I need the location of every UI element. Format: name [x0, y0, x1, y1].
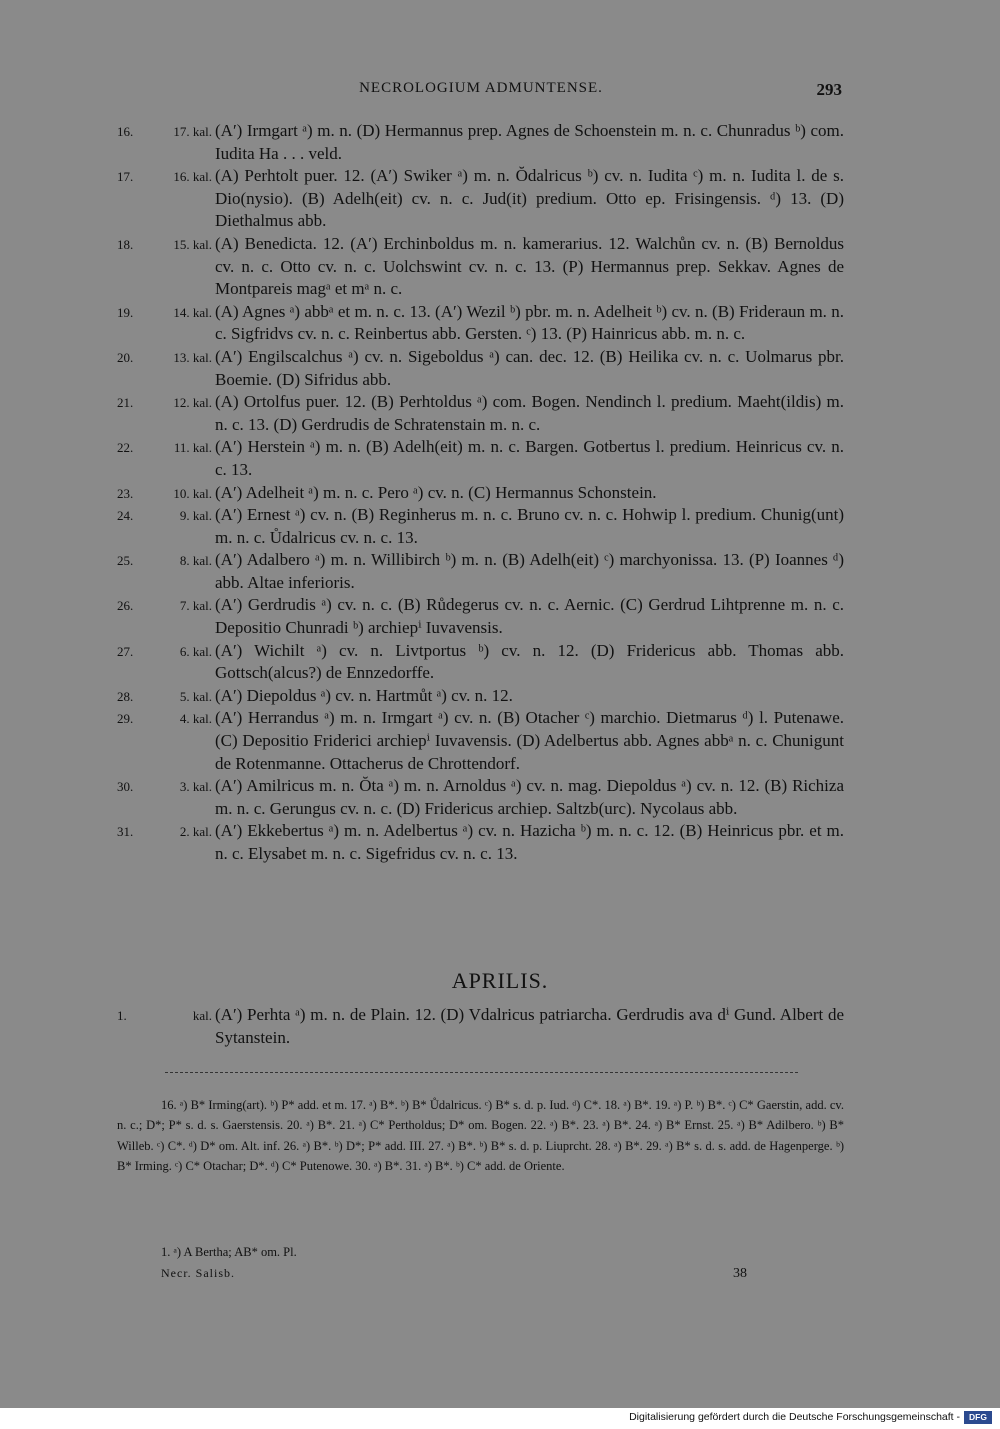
necrology-entry — [117, 707, 844, 775]
footnotes — [117, 1095, 844, 1177]
entry-kal: 3. kal. — [179, 779, 212, 795]
necrology-entry — [117, 436, 844, 481]
footnote-divider — [165, 1072, 798, 1073]
necrology-entry — [117, 391, 844, 436]
running-title: NECROLOGIUM ADMUNTENSE. — [359, 80, 603, 96]
necrology-entry — [117, 775, 844, 820]
april-footnotes — [117, 1242, 844, 1262]
entry-text: (A′) Irmgart ᵃ) m. n. (D) Hermannus prep. Agnes de Schoenstein m. n. c. Chunradus ᵇ) com. Iudita Ha . . . veld. — [215, 121, 844, 163]
entry-day: 18. — [117, 236, 134, 252]
entry-text: (A′) Ernest ᵃ) cv. n. (B) Reginherus m. n. c. Bruno cv. n. c. Hohwip l. predium. Chunig(unt) m. n. c. Ůdalricus cv. n. c. 13. — [215, 505, 844, 547]
entry-kal: 7. kal. — [179, 598, 212, 614]
entry-kal: 17. kal. — [173, 124, 212, 139]
entry-day: 17. — [117, 169, 134, 185]
march-entries — [117, 120, 844, 866]
entry-kal: 6. kal. — [179, 643, 212, 659]
entry-day: 29. — [117, 711, 134, 727]
necrology-entry — [117, 120, 844, 165]
signature-mark: Necr. Salisb. — [161, 1266, 235, 1280]
entry-text: (A) Perhtolt puer. 12. (A′) Swiker ᵃ) m. n. Ŏdalricus ᵇ) cv. n. Iudita ᶜ) m. n. Iudita l. de s. Dio(nysio). (B) Adelh(eit) cv. n. c. Jud(it) predium. Otto ep. Frisingensis. ᵈ) 13. (D) Diethalmus abb. — [215, 166, 844, 231]
entry-day: 26. — [117, 598, 134, 614]
entry-kal: 13. kal. — [173, 349, 212, 365]
entry-text: (A′) Herrandus ᵃ) m. n. Irmgart ᵃ) cv. n. (B) Otacher ᶜ) marchio. Dietmarus ᵈ) l. Putenawe. (C) Depositio Friderici archiepⁱ Iuvavensis. (D) Adelbertus abb. Agnes abbᵃ n. c. Chunigunt de Rotenmanne. Ottacherus de Chrottendorf. — [215, 708, 844, 773]
necrology-entry — [117, 820, 844, 865]
entry-day: 16. — [117, 124, 134, 139]
april-entry — [117, 1004, 844, 1049]
section-title: APRILIS. — [451, 968, 549, 993]
entry-day: 30. — [117, 779, 134, 795]
entry-kal: 10. kal. — [173, 485, 212, 501]
entry-text: (A) Agnes ᵃ) abbᵃ et m. n. c. 13. (A′) Wezil ᵇ) pbr. m. n. Adelheit ᵇ) cv. n. (B) Frideraun m. n. c. Sigfridvs cv. n. c. Reinbertus abb. Gersten. ᶜ) 13. (P) Hainricus abb. m. n. c. — [215, 301, 844, 344]
entry-text: (A′) Amilricus m. n. Ŏta ᵃ) m. n. Arnoldus ᵃ) cv. n. mag. Diepoldus ᵃ) cv. n. 12. (B) Richiza m. n. c. Gerungus cv. n. c. (D) Fridericus archiep. Saltzb(urc). Nycolaus abb. — [215, 776, 844, 818]
april-footnote-text: 1. ᵃ) A Bertha; AB* om. Pl. — [161, 1245, 297, 1259]
necrology-entry — [117, 549, 844, 594]
entry-kal: 15. kal. — [173, 236, 212, 252]
entry-day: 21. — [117, 395, 134, 411]
entry-text: (A) Benedicta. 12. (A′) Erchinboldus m. n. kamerarius. 12. Walchůn cv. n. (B) Bernoldus cv. n. c. Otto cv. n. c. Uolchswint cv. n. c. 13. (P) Hermannus prep. Sekkav. Agnes de Montpareis magᵃ et mᵃ n. c. — [215, 233, 844, 299]
entry-kal: 12. kal. — [173, 395, 212, 411]
entry-kal: 9. kal. — [179, 508, 212, 524]
necrology-entry — [117, 504, 844, 549]
entry-day: 28. — [117, 688, 134, 704]
necrology-entry — [117, 301, 844, 346]
dfg-logo: DFG — [964, 1411, 992, 1424]
entry-kal: 5. kal. — [179, 688, 212, 704]
entry-day: 24. — [117, 508, 134, 524]
entry-kal: 11. kal. — [173, 440, 212, 456]
entry-kal: 4. kal. — [179, 711, 212, 727]
footnotes-text: 16. ᵃ) B* Irming(art). ᵇ) P* add. et m. 17. ᵃ) B*. ᵇ) B* Ůdalricus. ᶜ) B* s. d. p. Iud. ᵈ) C*. 18. ᵃ) B*. 19. ᵃ) P. ᵇ) B*. ᶜ) C* Gaerstin, add. cv. n. c.; D*; P* s. d. s. Gaerstensis. 20. ᵃ) B*. 21. ᵃ) C* Pertholdus; D* om. Bogen. 22. ᵃ) B*. 23. ᵃ) B*. 24. ᵃ) B* Ernst. 25. ᵃ) B* Adilbero. ᵇ) B* Willeb. ᶜ) C*. ᵈ) D* om. Alt. inf. 26. ᵃ) B*. ᵇ) D*; P* add. III. 27. ᵃ) B*. ᵇ) B* s. d. p. Liuprcht. 28. ᵃ) B*. 29. ᵃ) B* s. d. s. add. de Hagenperge. ᵇ) B* Irming. ᶜ) C* Otachar; D*. ᵈ) C* Putenowe. 30. ᵃ) B*. 31. ᵃ) B*. ᵇ) C* add. de Oriente. — [117, 1098, 844, 1174]
entry-text: (A′) Perhta ᵃ) m. n. de Plain. 12. (D) Vdalricus patriarcha. Gerdrudis ava dⁱ Gund. Albert de Sytanstein. — [215, 1005, 844, 1047]
entry-kal: kal. — [192, 1008, 212, 1023]
entry-day: 31. — [117, 824, 134, 840]
necrology-entry — [117, 482, 844, 505]
necrology-entry — [117, 165, 844, 233]
entry-text: (A) Ortolfus puer. 12. (B) Perhtoldus ᵃ) com. Bogen. Nendinch l. predium. Maeht(ildis) m. n. c. 13. (D) Gerdrudis de Schratenstain m. n. c. — [215, 392, 844, 434]
entry-text: (A′) Adalbero ᵃ) m. n. Willibirch ᵇ) m. n. (B) Adelh(eit) ᶜ) marchyonissa. 13. (P) Ioannes ᵈ) abb. Altae inferioris. — [215, 550, 844, 592]
page-number: 293 — [816, 80, 842, 99]
necrology-entry — [117, 594, 844, 639]
entry-day: 27. — [117, 643, 134, 659]
entry-kal: 14. kal. — [173, 304, 212, 320]
entry-text: (A′) Engilscalchus ᵃ) cv. n. Sigeboldus ᵃ) can. dec. 12. (B) Heilika cv. n. c. Uolmarus pbr. Boemie. (D) Sifridus abb. — [215, 346, 844, 389]
entry-text: (A′) Wichilt ᵃ) cv. n. Livtportus ᵇ) cv. n. 12. (D) Fridericus abb. Thomas abb. Gottsch(alcus?) de Ennzedorffe. — [215, 640, 844, 683]
entry-text: (A′) Gerdrudis ᵃ) cv. n. c. (B) Růdegerus cv. n. c. Aernic. (C) Gerdrud Lihtprenne m. n. c. Depositio Chunradi ᵇ) archiepⁱ Iuvavensis. — [215, 595, 844, 638]
entry-day: 22. — [117, 440, 134, 456]
necrology-entry — [117, 346, 844, 391]
entry-day: 1. — [117, 1008, 127, 1023]
entry-text: (A′) Ekkebertus ᵃ) m. n. Adelbertus ᵃ) cv. n. Hazicha ᵇ) m. n. c. 12. (B) Heinricus pbr. et m. n. c. Elysabet m. n. c. Sigefridus cv. n. c. 13. — [215, 821, 844, 863]
entry-kal: 16. kal. — [173, 169, 212, 185]
entry-day: 20. — [117, 349, 134, 365]
necrology-entry — [117, 685, 844, 708]
digitization-credit: Digitalisierung gefördert durch die Deutsche Forschungsgemeinschaft - — [629, 1411, 960, 1423]
entry-text: (A′) Herstein ᵃ) m. n. (B) Adelh(eit) m. n. c. Bargen. Gotbertus l. predium. Heinricus cv. n. c. 13. — [215, 437, 844, 479]
running-header — [120, 80, 842, 104]
entry-kal: 8. kal. — [179, 553, 212, 569]
signature-number: 38 — [733, 1266, 747, 1281]
entry-text: (A′) Diepoldus ᵃ) cv. n. Hartmůt ᵃ) cv. n. 12. — [215, 685, 513, 705]
entry-text: (A′) Adelheit ᵃ) m. n. c. Pero ᵃ) cv. n. (C) Hermannus Schonstein. — [215, 482, 657, 502]
necrology-entry — [117, 640, 844, 685]
entry-day: 23. — [117, 485, 134, 501]
entry-day: 19. — [117, 304, 134, 320]
entry-day: 25. — [117, 553, 134, 569]
entry-kal: 2. kal. — [179, 824, 212, 840]
necrology-entry — [117, 233, 844, 301]
